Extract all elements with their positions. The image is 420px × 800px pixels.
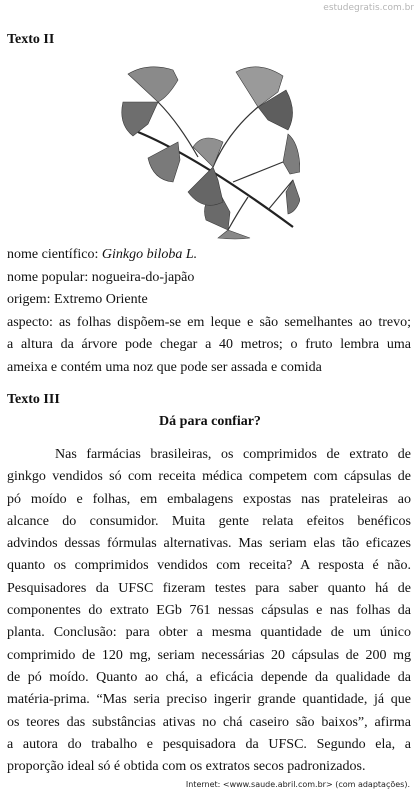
article-line: comprimido de 120 mg, seriam necessárias 20 cápsulas de 200 mg: [7, 647, 411, 663]
aspect-line: aspecto: as folhas dispõem-se em leque e são semelhantes ao trevo;: [7, 314, 411, 330]
scientific-name-line: [7, 244, 411, 267]
article-line: Nas farmácias brasileiras, os comprimidos de extrato de: [55, 447, 411, 462]
fact-label: origem:: [7, 292, 55, 307]
article-line: a autora do trabalho e pesquisadora da UFSC. Segundo ela, a: [7, 736, 411, 752]
article-title: Dá para confiar?: [159, 414, 261, 429]
fact-label: nome científico:: [7, 247, 102, 262]
article-line: Pesquisadores da UFSC fizeram testes para saber quanto há de: [7, 580, 411, 596]
article-line: quanto os comprimidos vendidos com receita? A resposta é não.: [7, 558, 411, 574]
fact-value: nogueira-do-japão: [91, 269, 195, 285]
article-line: ginkgo vendidos só com receita médica competem com cápsulas de: [7, 469, 411, 485]
origin-line: [7, 289, 411, 312]
ginkgo-leaf-icon: [118, 62, 300, 240]
article-line: proporção ideal só é obtida com os extratos secos padronizados.: [7, 759, 366, 775]
article-line: matéria-prima. “Mas seria preciso ingerir grande quantidade, já que: [7, 692, 411, 708]
article-line: os teores das substâncias ativas no chá caseiro são baixos”, afirma: [7, 714, 411, 730]
ginkgo-branch-image: [118, 62, 300, 240]
fact-label: nome popular:: [7, 269, 92, 285]
article-line: de pó moído. Quanto ao chá, a eficácia depende da qualidade da: [7, 669, 411, 685]
source-citation: Internet: <www.saude.abril.com.br> (com adaptações).: [185, 780, 410, 789]
article-line: componentes do extrato EGb 761 nessas cápsulas e nas folhas da: [7, 603, 411, 619]
fact-value: Ginkgo biloba L.: [101, 247, 198, 262]
aspect-line: a altura da árvore pode chegar a 40 metros; o fruto lembra uma: [7, 337, 411, 352]
texto-iii-heading: Texto III: [7, 392, 60, 407]
site-watermark: estudegratis.com.br: [323, 3, 414, 13]
fact-value: Extremo Oriente: [54, 292, 148, 307]
article-line: alcance do consumidor. Muita gente relata efeitos benéficos: [7, 513, 411, 529]
article-line: advindos dessas fórmulas alternativas. Mas seriam elas tão eficazes: [7, 536, 411, 552]
article-body: [7, 444, 411, 778]
texto-ii-facts: [7, 244, 411, 379]
popular-name-line: [7, 267, 411, 290]
article-line: pó moído e folhas, em embalagens expostas nas prateleiras ao: [7, 491, 411, 507]
article-line: planta. Conclusão: para obter a mesma quantidade de um único: [7, 625, 411, 641]
aspect-line: ameixa e contém uma noz que pode ser assada e comida: [7, 359, 322, 375]
texto-ii-heading: Texto II: [7, 32, 55, 47]
